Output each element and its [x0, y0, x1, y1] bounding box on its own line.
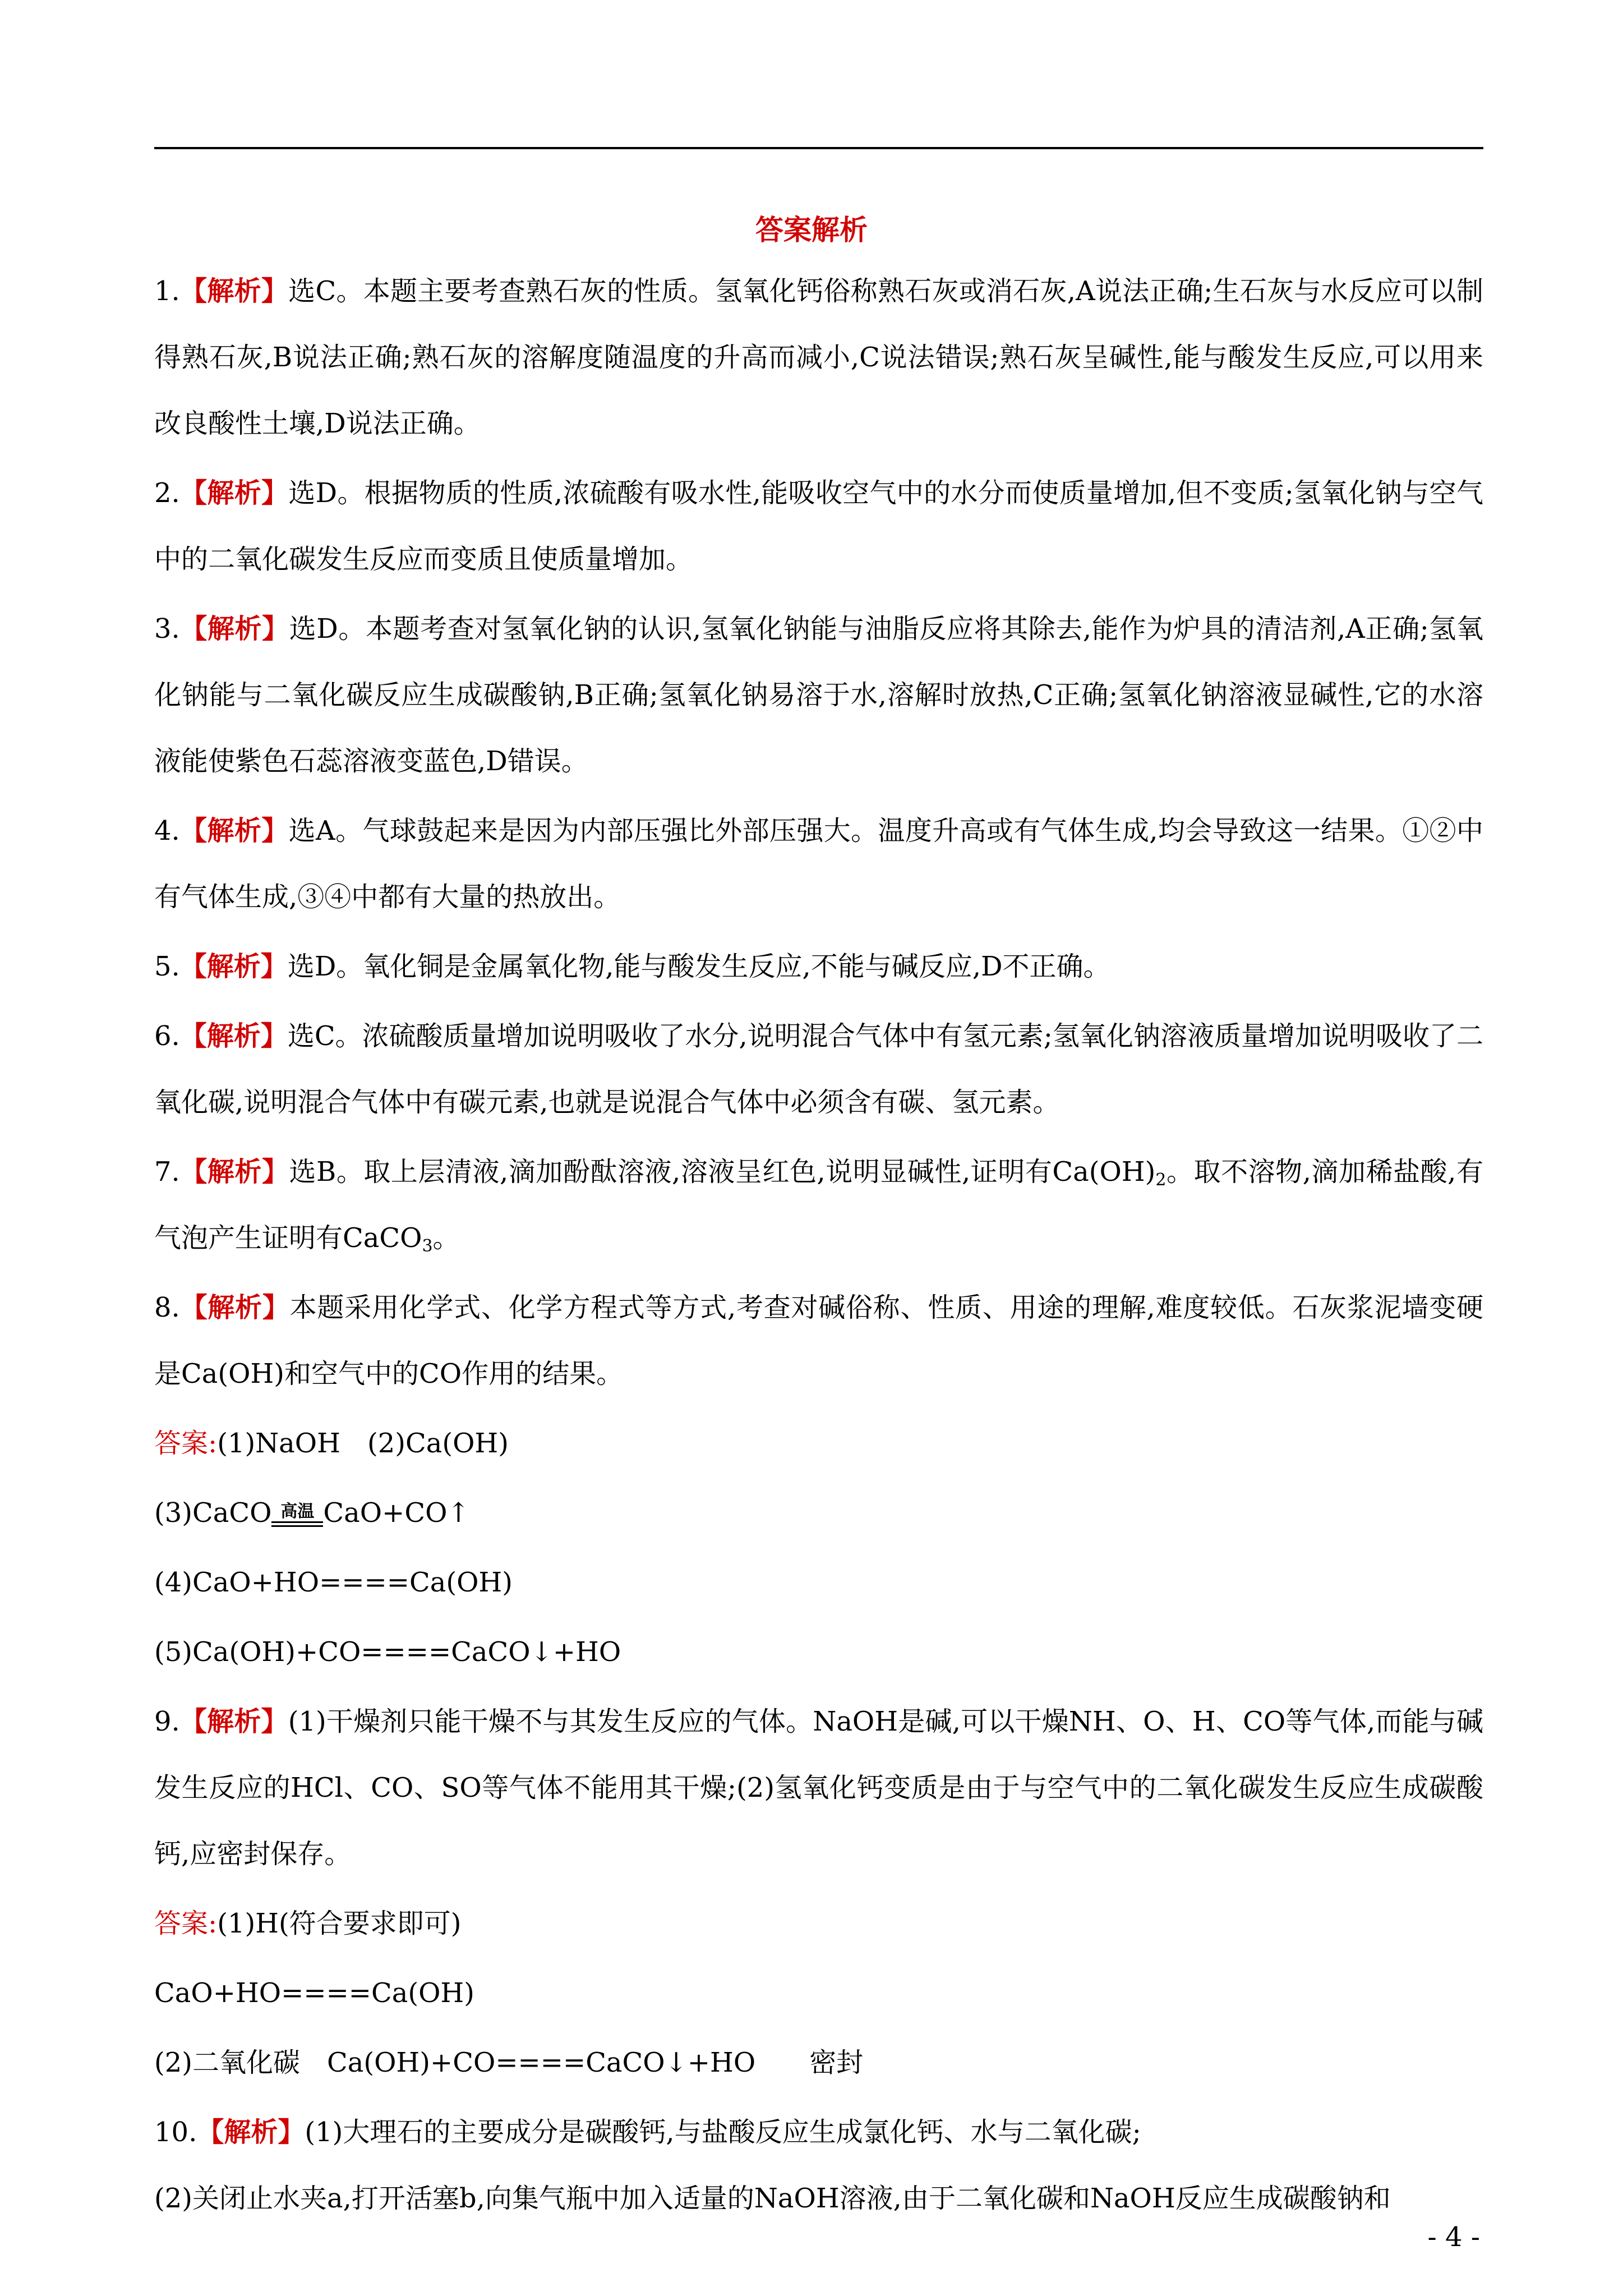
analysis-tag: 【解析】 [179, 815, 289, 846]
item-text: (1)干燥剂只能干燥不与其发生反应的气体。NaOH是碱,可以干燥NH [288, 1706, 1116, 1737]
answer-text: (1)H [217, 1908, 279, 1939]
answer-9-line-3 [154, 2030, 1483, 2096]
answer-text: +CO [296, 1636, 361, 1668]
reaction-condition [271, 1503, 323, 1527]
analysis-tag: 【解析】 [179, 951, 288, 982]
header-rule [154, 147, 1483, 149]
item-text: 选C。本题主要考查熟石灰的性质。氢氧化钙俗称熟石灰或消石灰,A说法正确;生石灰与水反应可以制得熟石灰,B说法正确;熟石灰的溶解度随温度的升高而减小,C说法错误;熟石灰呈碱性,能与酸发生反应,可以用来改良酸性土壤,D说法正确。 [154, 275, 1483, 439]
item-text: 作用的结果。 [462, 1358, 624, 1389]
item-number: 10. [154, 2116, 197, 2148]
item-text: 选B。取上层清液,滴加酚酞溶液,溶液呈红色,说明显碱性,证明有Ca(OH) [289, 1156, 1156, 1188]
answer-item-3 [154, 596, 1483, 794]
analysis-tag: 【解析】 [179, 1706, 288, 1737]
item-text: 、CO等气体,而能与碱发生反应的HCl、CO [154, 1706, 1483, 1803]
answer-8-line-3 [154, 1480, 1483, 1546]
item-number: 3. [154, 613, 180, 645]
item-text: 选D。氧化铜是金属氧化物,能与酸发生反应,不能与碱反应,D不正确。 [287, 951, 1110, 982]
answer-text: (符合要求即可) [279, 1908, 462, 1939]
item-text: 选D。本题考查对氢氧化钠的认识,氢氧化钠能与油脂反应将其除去,能作为炉具的清洁剂,A正确;氢氧化钠能与二氧化碳反应生成碳酸钠,B正确;氢氧化钠易溶于水,溶解时放热,C正确;氢氧化钠溶液显碱性,它的水溶液能使紫色石蕊溶液变蓝色,D错误。 [154, 613, 1483, 777]
item-text: 选C。浓硫酸质量增加说明吸收了水分,说明混合气体中有氢元素;氢氧化钠溶液质量增加说明吸收了二氧化碳,说明混合气体中有碳元素,也就是说混合气体中必须含有碳、氢元素。 [154, 1020, 1483, 1118]
analysis-tag: 【解析】 [179, 1292, 290, 1323]
item-text: 、O [1115, 1706, 1165, 1737]
analysis-tag: 【解析】 [179, 477, 289, 509]
answer-label: 答案: [154, 1908, 218, 1939]
answer-text: (2)二氧化碳 Ca(OH) [154, 2047, 431, 2078]
answer-content [154, 258, 1483, 2235]
analysis-tag: 【解析】 [197, 2116, 305, 2148]
answer-text: (5)Ca(OH) [154, 1636, 296, 1668]
item-text: 选D。根据物质的性质,浓硫酸有吸水性,能吸收空气中的水分而使质量增加,但不变质;氢氧化钠与空气中的二氧化碳发生反应而变质且使质量增加。 [154, 477, 1483, 575]
answer-item-10 [154, 2099, 1483, 2231]
item-text: 、SO [413, 1772, 482, 1803]
up-arrow-symbol: ↑ [447, 1497, 470, 1529]
item-number: 2. [154, 477, 180, 509]
answer-8-line-4 [154, 1549, 1483, 1616]
item-text: 选A。气球鼓起来是因为内部压强比外部压强大。温度升高或有气体生成,均会导致这一结果。①②中有气体生成,③④中都有大量的热放出。 [154, 815, 1483, 913]
item-number: 4. [154, 815, 180, 846]
answer-text: (3)CaCO [154, 1497, 272, 1529]
answer-8-line-5 [154, 1619, 1483, 1685]
analysis-tag: 【解析】 [179, 1156, 289, 1188]
equals-bar [271, 1521, 323, 1527]
item-number: 1. [154, 275, 180, 307]
answer-text: O 密封 [733, 2047, 864, 2078]
item-number: 5. [154, 951, 180, 982]
analysis-tag: 【解析】 [179, 613, 289, 645]
item-text: 本题采用化学式、化学方程式等方式,考查对碱俗称、性质、用途的理解,难度较低。石灰浆泥墙变硬是Ca(OH) [154, 1292, 1483, 1389]
answer-text: ↓+H [530, 1636, 599, 1668]
answer-item-2 [154, 460, 1483, 592]
answer-item-9 [154, 1688, 1483, 1887]
answer-text: +CO [430, 2047, 496, 2078]
analysis-tag: 【解析】 [179, 1020, 288, 1052]
answer-9-line-2 [154, 1960, 1483, 2026]
answer-8-line-1 [154, 1410, 1483, 1476]
answer-text: (1)NaOH (2)Ca(OH) [217, 1428, 509, 1459]
page-title: 答案解析 [755, 213, 868, 246]
answer-text: (4)CaO+H [154, 1567, 297, 1598]
item-number: 9. [154, 1706, 180, 1737]
item-text: 等气体不能用其干燥;(2)氢氧化钙变质是由于与空气中的二氧化碳发生反应生成碳酸钙,应密封保存。 [154, 1772, 1483, 1870]
answer-text: O====Ca(OH) [297, 1567, 513, 1598]
answer-item-5 [154, 933, 1483, 1000]
item-text: (2)关闭止水夹a,打开活塞b,向集气瓶中加入适量的NaOH溶液,由于二氧化碳和NaOH反应生成碳酸钠和 [154, 2183, 1391, 2214]
analysis-tag: 【解析】 [179, 275, 289, 307]
answer-item-7 [154, 1139, 1483, 1271]
answer-text: ====CaCO [495, 2047, 665, 2078]
answer-item-8 [154, 1274, 1483, 1407]
item-text: 。 [432, 1222, 460, 1254]
item-number: 8. [154, 1292, 180, 1323]
subscript: 3 [422, 1236, 433, 1256]
answer-item-4 [154, 798, 1483, 930]
condition-label: 高温 [280, 1501, 315, 1521]
answer-text: ====CaCO [361, 1636, 531, 1668]
answer-item-6 [154, 1003, 1483, 1135]
subscript: 2 [1155, 1170, 1166, 1190]
item-text: 和空气中的CO [284, 1358, 462, 1389]
answer-9-line-1 [154, 1890, 1483, 1957]
item-number: 7. [154, 1156, 180, 1188]
item-text: 、H [1165, 1706, 1216, 1737]
answer-item-1 [154, 258, 1483, 457]
answer-label: 答案: [154, 1428, 218, 1459]
answer-text: O [598, 1636, 621, 1668]
item-text: (1)大理石的主要成分是碳酸钙,与盐酸反应生成氯化钙、水与二氧化碳; [305, 2116, 1141, 2148]
page-number: - 4 - [1427, 2221, 1480, 2253]
answer-text: CaO+H [154, 1977, 259, 2009]
answer-text: ↓+H [665, 2047, 734, 2078]
item-number: 6. [154, 1020, 180, 1052]
answer-text: O====Ca(OH) [259, 1977, 475, 2009]
answer-text: CaO+CO [323, 1497, 448, 1529]
item-text: 。取不溶物,滴加稀盐酸,有气泡产生证明有CaCO [154, 1156, 1483, 1254]
